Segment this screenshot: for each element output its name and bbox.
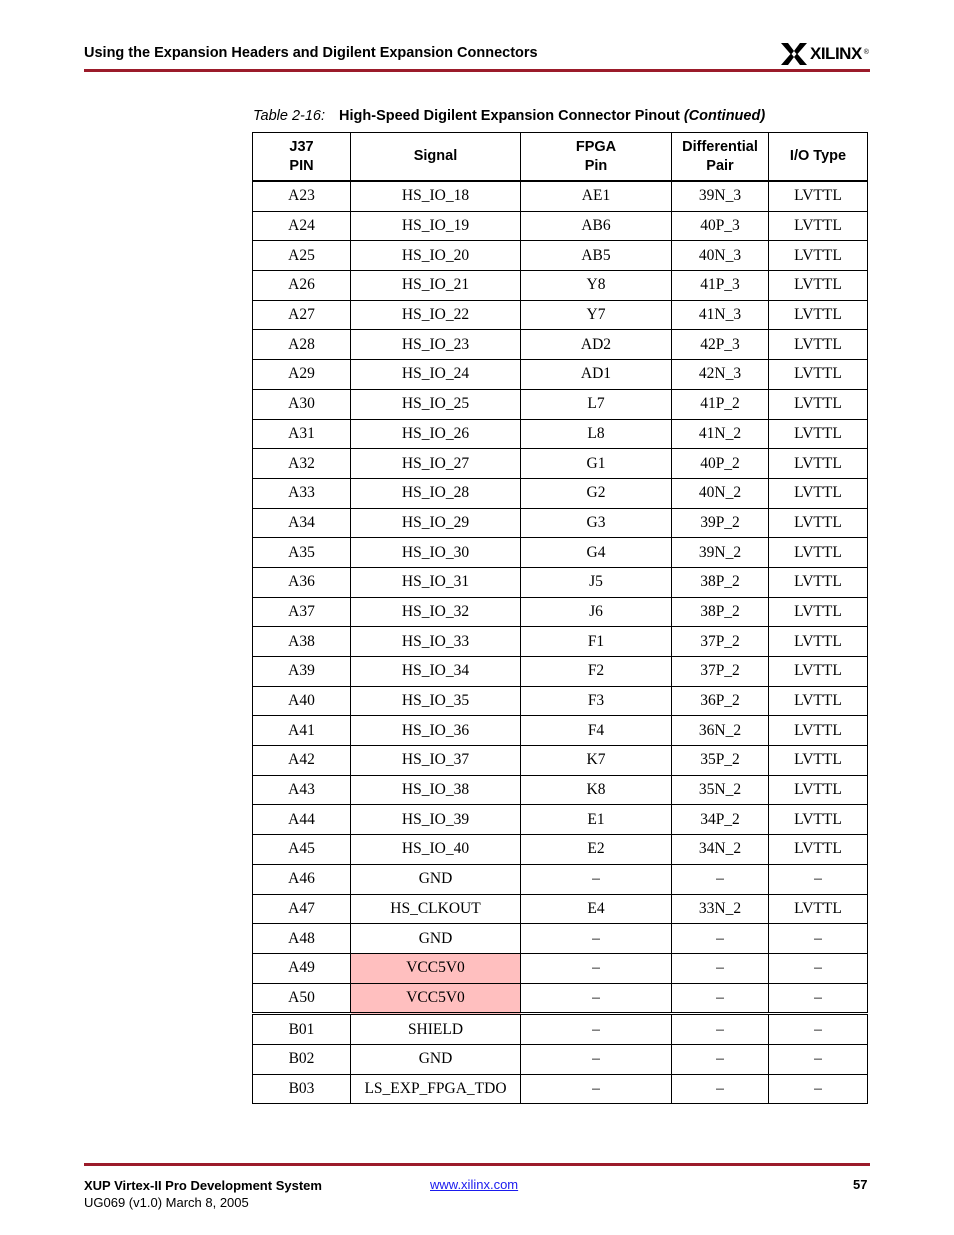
cell-fpga-pin: F2 bbox=[521, 657, 672, 687]
cell-pin: B03 bbox=[253, 1074, 351, 1104]
cell-fpga-pin: F4 bbox=[521, 716, 672, 746]
cell-fpga-pin: Y8 bbox=[521, 271, 672, 301]
page-number: 57 bbox=[853, 1177, 868, 1192]
cell-pin: B01 bbox=[253, 1014, 351, 1045]
cell-signal: HS_IO_37 bbox=[351, 746, 521, 776]
cell-differential-pair: 38P_2 bbox=[672, 597, 769, 627]
cell-signal: HS_IO_38 bbox=[351, 775, 521, 805]
cell-io-type: – bbox=[769, 1014, 868, 1045]
cell-io-type: LVTTL bbox=[769, 508, 868, 538]
table-row bbox=[253, 419, 868, 449]
cell-fpga-pin: – bbox=[521, 1044, 672, 1074]
cell-io-type: LVTTL bbox=[769, 419, 868, 449]
table-row bbox=[253, 864, 868, 894]
cell-differential-pair: 42N_3 bbox=[672, 360, 769, 390]
table-body bbox=[253, 181, 868, 1104]
table-row bbox=[253, 1044, 868, 1074]
cell-fpga-pin: AB6 bbox=[521, 211, 672, 241]
cell-signal: HS_IO_27 bbox=[351, 449, 521, 479]
cell-differential-pair: 39N_2 bbox=[672, 538, 769, 568]
table-caption-title: High-Speed Digilent Expansion Connector Pinout bbox=[339, 108, 680, 124]
cell-pin: A41 bbox=[253, 716, 351, 746]
cell-differential-pair: 34P_2 bbox=[672, 805, 769, 835]
table-row bbox=[253, 211, 868, 241]
cell-pin: A40 bbox=[253, 686, 351, 716]
xilinx-logo bbox=[781, 41, 869, 67]
cell-signal: HS_IO_30 bbox=[351, 538, 521, 568]
cell-pin: A29 bbox=[253, 360, 351, 390]
cell-differential-pair: 35P_2 bbox=[672, 746, 769, 776]
cell-differential-pair: 40N_3 bbox=[672, 241, 769, 271]
cell-signal: HS_IO_31 bbox=[351, 567, 521, 597]
cell-fpga-pin: AE1 bbox=[521, 181, 672, 211]
cell-pin: B02 bbox=[253, 1044, 351, 1074]
cell-differential-pair: 41N_3 bbox=[672, 300, 769, 330]
cell-io-type: LVTTL bbox=[769, 894, 868, 924]
cell-fpga-pin: G4 bbox=[521, 538, 672, 568]
cell-differential-pair: – bbox=[672, 953, 769, 983]
table-caption bbox=[253, 108, 765, 124]
col-header-fpga-pin: FPGA Pin bbox=[521, 133, 672, 182]
cell-io-type: LVTTL bbox=[769, 181, 868, 211]
cell-fpga-pin: Y7 bbox=[521, 300, 672, 330]
cell-differential-pair: 40P_2 bbox=[672, 449, 769, 479]
cell-pin: A26 bbox=[253, 271, 351, 301]
cell-pin: A36 bbox=[253, 567, 351, 597]
cell-differential-pair: – bbox=[672, 1044, 769, 1074]
cell-fpga-pin: J6 bbox=[521, 597, 672, 627]
cell-fpga-pin: K8 bbox=[521, 775, 672, 805]
cell-fpga-pin: G3 bbox=[521, 508, 672, 538]
cell-differential-pair: – bbox=[672, 983, 769, 1014]
cell-io-type: LVTTL bbox=[769, 241, 868, 271]
cell-signal: HS_IO_20 bbox=[351, 241, 521, 271]
cell-io-type: LVTTL bbox=[769, 478, 868, 508]
cell-io-type: LVTTL bbox=[769, 716, 868, 746]
cell-signal: HS_IO_26 bbox=[351, 419, 521, 449]
cell-pin: A49 bbox=[253, 953, 351, 983]
cell-signal: HS_IO_40 bbox=[351, 835, 521, 865]
cell-differential-pair: 37P_2 bbox=[672, 657, 769, 687]
running-header-title: Using the Expansion Headers and Digilent Expansion Connectors bbox=[84, 45, 538, 61]
cell-pin: A31 bbox=[253, 419, 351, 449]
cell-fpga-pin: – bbox=[521, 953, 672, 983]
footer-product: XUP Virtex-II Pro Development System bbox=[84, 1178, 322, 1193]
cell-differential-pair: – bbox=[672, 1074, 769, 1104]
cell-signal: HS_IO_25 bbox=[351, 389, 521, 419]
table-row bbox=[253, 449, 868, 479]
cell-differential-pair: 41P_2 bbox=[672, 389, 769, 419]
table-row bbox=[253, 924, 868, 954]
cell-signal: HS_IO_19 bbox=[351, 211, 521, 241]
cell-io-type: LVTTL bbox=[769, 389, 868, 419]
cell-pin: A48 bbox=[253, 924, 351, 954]
cell-fpga-pin: G1 bbox=[521, 449, 672, 479]
table-row bbox=[253, 686, 868, 716]
table-row bbox=[253, 271, 868, 301]
cell-signal: HS_IO_29 bbox=[351, 508, 521, 538]
cell-fpga-pin: – bbox=[521, 1074, 672, 1104]
cell-pin: A34 bbox=[253, 508, 351, 538]
cell-io-type: – bbox=[769, 1074, 868, 1104]
header-rule bbox=[84, 69, 870, 72]
cell-differential-pair: 39N_3 bbox=[672, 181, 769, 211]
cell-signal: HS_IO_39 bbox=[351, 805, 521, 835]
cell-differential-pair: – bbox=[672, 924, 769, 954]
table-row bbox=[253, 835, 868, 865]
cell-pin: A27 bbox=[253, 300, 351, 330]
footer-rule bbox=[84, 1163, 870, 1166]
cell-differential-pair: 42P_3 bbox=[672, 330, 769, 360]
table-row bbox=[253, 1014, 868, 1045]
col-header-pin: J37 PIN bbox=[253, 133, 351, 182]
cell-pin: A24 bbox=[253, 211, 351, 241]
table-row bbox=[253, 300, 868, 330]
cell-fpga-pin: – bbox=[521, 924, 672, 954]
cell-io-type: LVTTL bbox=[769, 805, 868, 835]
cell-io-type: LVTTL bbox=[769, 271, 868, 301]
cell-io-type: LVTTL bbox=[769, 538, 868, 568]
cell-io-type: LVTTL bbox=[769, 746, 868, 776]
cell-differential-pair: 36N_2 bbox=[672, 716, 769, 746]
cell-pin: A28 bbox=[253, 330, 351, 360]
cell-io-type: LVTTL bbox=[769, 211, 868, 241]
logo-wordmark: XILINX bbox=[810, 44, 862, 63]
table-caption-label: Table 2-16: bbox=[253, 108, 326, 124]
cell-differential-pair: 39P_2 bbox=[672, 508, 769, 538]
cell-pin: A42 bbox=[253, 746, 351, 776]
table-row bbox=[253, 181, 868, 211]
cell-signal: HS_CLKOUT bbox=[351, 894, 521, 924]
cell-signal: SHIELD bbox=[351, 1014, 521, 1045]
table-row bbox=[253, 1074, 868, 1104]
cell-pin: A37 bbox=[253, 597, 351, 627]
table-row bbox=[253, 746, 868, 776]
cell-differential-pair: – bbox=[672, 864, 769, 894]
cell-io-type: LVTTL bbox=[769, 597, 868, 627]
table-row bbox=[253, 330, 868, 360]
cell-pin: A38 bbox=[253, 627, 351, 657]
table-row bbox=[253, 805, 868, 835]
cell-fpga-pin: – bbox=[521, 983, 672, 1014]
cell-differential-pair: 34N_2 bbox=[672, 835, 769, 865]
table-row bbox=[253, 983, 868, 1014]
cell-fpga-pin: L8 bbox=[521, 419, 672, 449]
cell-signal: HS_IO_23 bbox=[351, 330, 521, 360]
cell-signal: HS_IO_34 bbox=[351, 657, 521, 687]
table-row bbox=[253, 657, 868, 687]
cell-fpga-pin: AD1 bbox=[521, 360, 672, 390]
cell-pin: A43 bbox=[253, 775, 351, 805]
cell-fpga-pin: F1 bbox=[521, 627, 672, 657]
cell-differential-pair: 38P_2 bbox=[672, 567, 769, 597]
col-header-differential-pair: Differential Pair bbox=[672, 133, 769, 182]
footer-left bbox=[84, 1177, 322, 1211]
xilinx-x-icon bbox=[781, 43, 807, 65]
cell-pin: A32 bbox=[253, 449, 351, 479]
table-row bbox=[253, 775, 868, 805]
table-row bbox=[253, 567, 868, 597]
cell-io-type: LVTTL bbox=[769, 330, 868, 360]
pinout-table bbox=[252, 132, 868, 1104]
cell-fpga-pin: AB5 bbox=[521, 241, 672, 271]
cell-fpga-pin: K7 bbox=[521, 746, 672, 776]
cell-signal: VCC5V0 bbox=[351, 983, 521, 1014]
cell-pin: A25 bbox=[253, 241, 351, 271]
cell-pin: A45 bbox=[253, 835, 351, 865]
table-row bbox=[253, 241, 868, 271]
cell-io-type: LVTTL bbox=[769, 835, 868, 865]
registered-mark: ® bbox=[863, 48, 869, 56]
table-row bbox=[253, 953, 868, 983]
cell-io-type: LVTTL bbox=[769, 686, 868, 716]
cell-io-type: LVTTL bbox=[769, 300, 868, 330]
cell-fpga-pin: – bbox=[521, 864, 672, 894]
cell-fpga-pin: E2 bbox=[521, 835, 672, 865]
cell-io-type: LVTTL bbox=[769, 657, 868, 687]
cell-pin: A33 bbox=[253, 478, 351, 508]
table-row bbox=[253, 538, 868, 568]
cell-io-type: – bbox=[769, 953, 868, 983]
cell-io-type: LVTTL bbox=[769, 449, 868, 479]
cell-fpga-pin: L7 bbox=[521, 389, 672, 419]
cell-signal: GND bbox=[351, 1044, 521, 1074]
cell-pin: A44 bbox=[253, 805, 351, 835]
cell-signal: HS_IO_22 bbox=[351, 300, 521, 330]
cell-pin: A47 bbox=[253, 894, 351, 924]
cell-signal: GND bbox=[351, 864, 521, 894]
cell-fpga-pin: F3 bbox=[521, 686, 672, 716]
table-header-row bbox=[253, 133, 868, 182]
cell-pin: A39 bbox=[253, 657, 351, 687]
cell-fpga-pin: E1 bbox=[521, 805, 672, 835]
cell-signal: LS_EXP_FPGA_TDO bbox=[351, 1074, 521, 1104]
table-row bbox=[253, 716, 868, 746]
cell-fpga-pin: AD2 bbox=[521, 330, 672, 360]
table-row bbox=[253, 389, 868, 419]
cell-signal: HS_IO_24 bbox=[351, 360, 521, 390]
cell-differential-pair: 33N_2 bbox=[672, 894, 769, 924]
col-header-signal: Signal bbox=[351, 133, 521, 182]
cell-differential-pair: 40P_3 bbox=[672, 211, 769, 241]
cell-pin: A46 bbox=[253, 864, 351, 894]
cell-signal: HS_IO_33 bbox=[351, 627, 521, 657]
cell-differential-pair: 41P_3 bbox=[672, 271, 769, 301]
cell-io-type: – bbox=[769, 924, 868, 954]
footer-url-link[interactable]: www.xilinx.com bbox=[430, 1177, 519, 1192]
table-row bbox=[253, 508, 868, 538]
cell-pin: A23 bbox=[253, 181, 351, 211]
col-header-io-type: I/O Type bbox=[769, 133, 868, 182]
cell-differential-pair: 40N_2 bbox=[672, 478, 769, 508]
cell-differential-pair: 36P_2 bbox=[672, 686, 769, 716]
cell-differential-pair: – bbox=[672, 1014, 769, 1045]
cell-fpga-pin: J5 bbox=[521, 567, 672, 597]
cell-fpga-pin: – bbox=[521, 1014, 672, 1045]
cell-io-type: LVTTL bbox=[769, 627, 868, 657]
cell-io-type: – bbox=[769, 983, 868, 1014]
cell-fpga-pin: E4 bbox=[521, 894, 672, 924]
cell-differential-pair: 35N_2 bbox=[672, 775, 769, 805]
cell-signal: VCC5V0 bbox=[351, 953, 521, 983]
table-row bbox=[253, 627, 868, 657]
table-row bbox=[253, 894, 868, 924]
cell-io-type: – bbox=[769, 864, 868, 894]
cell-signal: HS_IO_21 bbox=[351, 271, 521, 301]
cell-differential-pair: 41N_2 bbox=[672, 419, 769, 449]
footer-doc-id: UG069 (v1.0) March 8, 2005 bbox=[84, 1195, 249, 1210]
cell-signal: HS_IO_36 bbox=[351, 716, 521, 746]
cell-pin: A35 bbox=[253, 538, 351, 568]
cell-signal: HS_IO_28 bbox=[351, 478, 521, 508]
cell-pin: A50 bbox=[253, 983, 351, 1014]
cell-io-type: LVTTL bbox=[769, 567, 868, 597]
cell-signal: HS_IO_18 bbox=[351, 181, 521, 211]
cell-signal: GND bbox=[351, 924, 521, 954]
cell-signal: HS_IO_32 bbox=[351, 597, 521, 627]
table-caption-continued: (Continued) bbox=[683, 108, 766, 124]
cell-signal: HS_IO_35 bbox=[351, 686, 521, 716]
table-row bbox=[253, 478, 868, 508]
table-row bbox=[253, 360, 868, 390]
table-row bbox=[253, 597, 868, 627]
cell-differential-pair: 37P_2 bbox=[672, 627, 769, 657]
cell-fpga-pin: G2 bbox=[521, 478, 672, 508]
cell-io-type: LVTTL bbox=[769, 360, 868, 390]
cell-pin: A30 bbox=[253, 389, 351, 419]
cell-io-type: LVTTL bbox=[769, 775, 868, 805]
cell-io-type: – bbox=[769, 1044, 868, 1074]
